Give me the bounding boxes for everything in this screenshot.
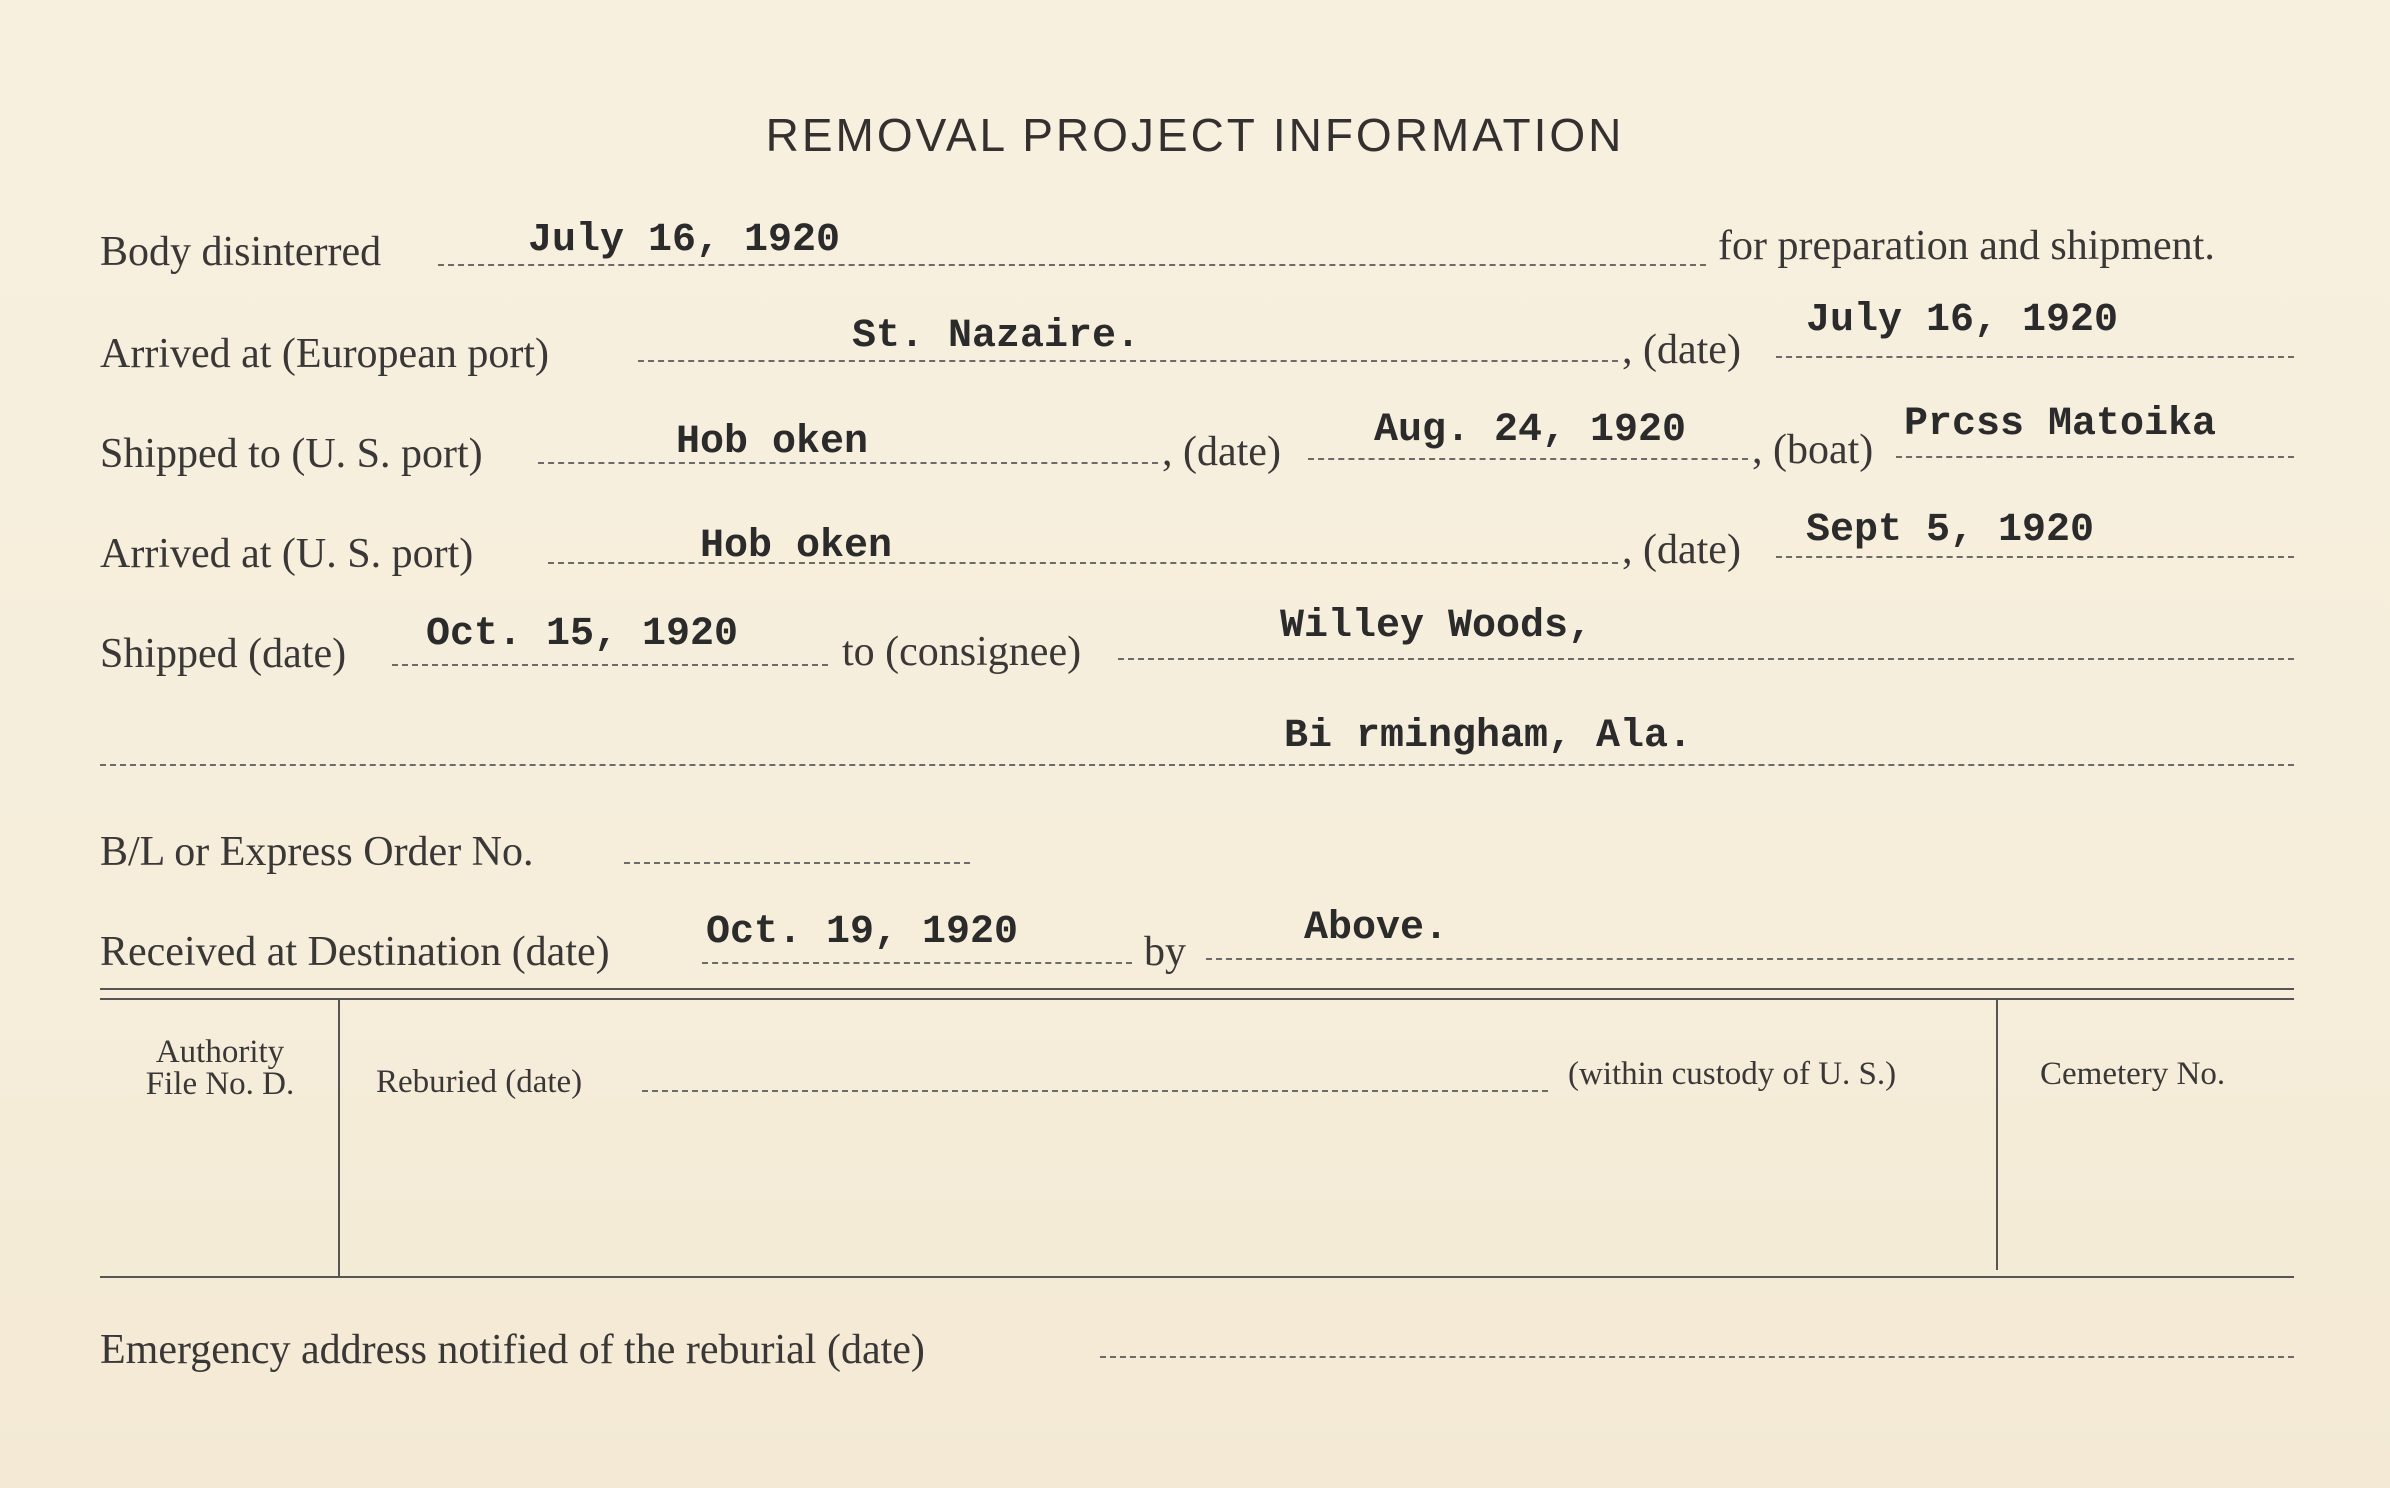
line-bl-order	[624, 862, 970, 864]
label-by: by	[1144, 929, 1186, 975]
line-consignee-2	[100, 764, 2294, 766]
label-for-preparation: for preparation and shipment.	[1718, 223, 2215, 269]
box-top-rule-1	[100, 988, 2294, 990]
label-shipped-to-us-port: Shipped to (U. S. port)	[100, 431, 483, 477]
value-us-arrival-date: Sept 5, 1920	[1806, 508, 2095, 553]
value-us-port-shipped: Hob oken	[676, 420, 869, 465]
line-boat	[1896, 456, 2294, 458]
line-european-port	[638, 360, 1618, 362]
line-received-by	[1206, 958, 2294, 960]
value-shipped-date: Oct. 15, 1920	[426, 612, 739, 657]
label-body-disinterred: Body disinterred	[100, 229, 382, 275]
box-bottom-rule	[100, 1276, 2294, 1278]
label-date-2: , (date)	[1162, 429, 1281, 475]
value-boat: Prcss Matoika	[1904, 402, 2217, 447]
box-divider-right	[1996, 1000, 1998, 1270]
box-divider-left	[338, 1000, 340, 1278]
value-body-disinterred: July 16, 1920	[528, 218, 841, 263]
value-received-by: Above.	[1304, 906, 1449, 951]
label-within-custody: (within custody of U. S.)	[1568, 1056, 1897, 1092]
label-to-consignee: to (consignee)	[842, 629, 1082, 675]
line-shipped-date	[392, 664, 828, 666]
line-emergency	[1100, 1356, 2294, 1358]
label-shipped-date: Shipped (date)	[100, 631, 347, 677]
label-boat: , (boat)	[1752, 427, 1874, 473]
value-consignee-line1: Willey Woods,	[1280, 604, 1593, 649]
label-arrived-european-port: Arrived at (European port)	[100, 331, 549, 377]
line-received-date	[702, 962, 1132, 964]
line-us-arrival-date	[1776, 556, 2294, 558]
value-consignee-line2: Bi rmingham, Ala.	[1284, 714, 1693, 759]
label-emergency: Emergency address notified of the reburial (date)	[100, 1327, 925, 1373]
line-reburied	[642, 1090, 1548, 1092]
label-reburied: Reburied (date)	[376, 1064, 583, 1100]
label-date-1: , (date)	[1622, 327, 1741, 373]
label-authority-2: File No. D.	[145, 1066, 295, 1102]
value-us-port-arrived: Hob oken	[700, 524, 893, 569]
value-european-port: St. Nazaire.	[852, 314, 1141, 359]
line-body-disinterred	[438, 264, 1706, 266]
value-european-date: July 16, 1920	[1806, 298, 2119, 343]
line-us-ship-date	[1308, 458, 1748, 460]
label-date-3: , (date)	[1622, 527, 1741, 573]
line-european-date	[1776, 356, 2294, 358]
label-cemetery-no: Cemetery No.	[2040, 1056, 2226, 1092]
line-consignee-1	[1118, 658, 2294, 660]
value-received-date: Oct. 19, 1920	[706, 910, 1019, 955]
value-us-ship-date: Aug. 24, 1920	[1374, 408, 1687, 453]
label-bl-order: B/L or Express Order No.	[100, 829, 534, 875]
box-top-rule-2	[100, 998, 2294, 1000]
label-received-destination: Received at Destination (date)	[100, 929, 610, 975]
form-title: REMOVAL PROJECT INFORMATION	[765, 109, 1625, 161]
label-arrived-us-port: Arrived at (U. S. port)	[100, 531, 474, 577]
label-authority-1: Authority	[155, 1034, 285, 1070]
